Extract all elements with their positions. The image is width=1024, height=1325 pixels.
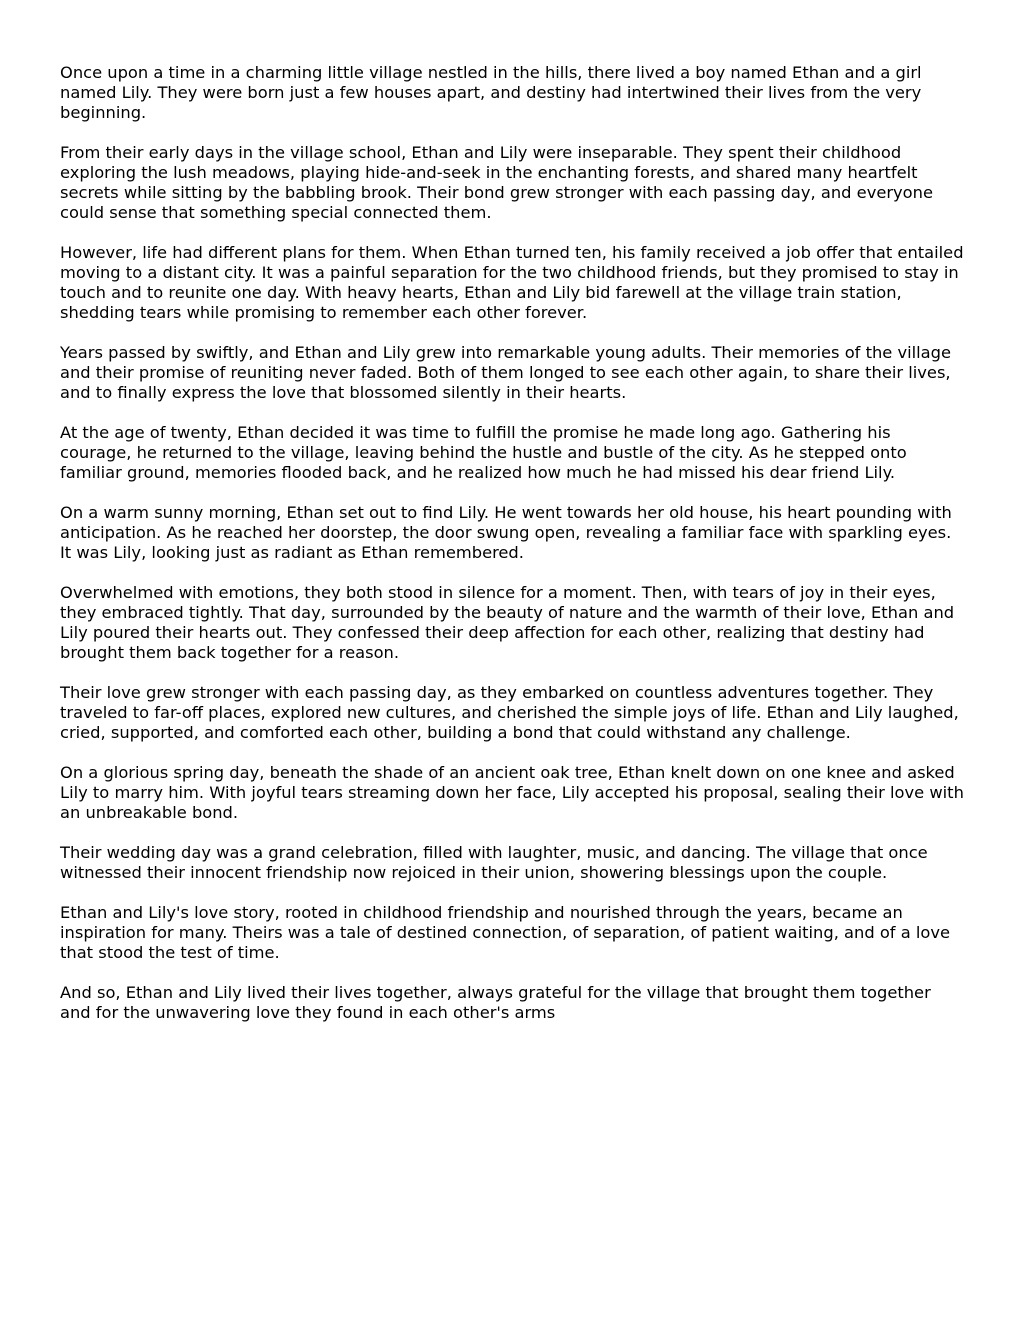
paragraph-1: Once upon a time in a charming little village nestled in the hills, there lived a boy named Ethan and a girl named Lily. They were born just a few houses apart, and destiny had intertwined their lives from the very beginning.: [60, 63, 922, 122]
paragraph-4: Years passed by swiftly, and Ethan and Lily grew into remarkable young adults. Their memories of the village and their promise of reuniting never faded. Both of them longed to see each other again, to share their lives, and to finally express the love that blossomed silently in their hearts.: [60, 343, 952, 402]
document-body: [60, 63, 964, 1023]
paragraph-12: And so, Ethan and Lily lived their lives together, always grateful for the village that brought them together and for the unwavering love they found in each other's arms: [60, 983, 931, 1022]
paragraph-9: On a glorious spring day, beneath the shade of an ancient oak tree, Ethan knelt down on one knee and asked Lily to marry him. With joyful tears streaming down her face, Lily accepted his proposal, sealing their love with an unbreakable bond.: [60, 763, 964, 822]
paragraph-6: On a warm sunny morning, Ethan set out to find Lily. He went towards her old house, his heart pounding with anticipation. As he reached her doorstep, the door swung open, revealing a familiar face with sparkling eyes. It was Lily, looking just as radiant as Ethan remembered.: [60, 503, 952, 562]
paragraph-10: Their wedding day was a grand celebration, filled with laughter, music, and dancing. The village that once witnessed their innocent friendship now rejoiced in their union, showering blessings upon the couple.: [60, 843, 928, 882]
paragraph-8: Their love grew stronger with each passing day, as they embarked on countless adventures together. They traveled to far-off places, explored new cultures, and cherished the simple joys of life. Ethan and Lily laughed, cried, supported, and comforted each other, building a bond that could withstand any challenge.: [60, 683, 959, 742]
paragraph-2: From their early days in the village school, Ethan and Lily were inseparable. They spent their childhood exploring the lush meadows, playing hide-and-seek in the enchanting forests, and shared many heartfelt secrets while sitting by the babbling brook. Their bond grew stronger with each passing day, and everyone could sense that something special connected them.: [60, 143, 933, 222]
paragraph-5: At the age of twenty, Ethan decided it was time to fulfill the promise he made long ago. Gathering his courage, he returned to the village, leaving behind the hustle and bustle of the city. As he stepped onto familiar ground, memories flooded back, and he realized how much he had missed his dear friend Lily.: [60, 423, 907, 482]
paragraph-11: Ethan and Lily's love story, rooted in childhood friendship and nourished through the years, became an inspiration for many. Theirs was a tale of destined connection, of separation, of patient waiting, and of a love that stood the test of time.: [60, 903, 951, 962]
paragraph-7: Overwhelmed with emotions, they both stood in silence for a moment. Then, with tears of joy in their eyes, they embraced tightly. That day, surrounded by the beauty of nature and the warmth of their love, Ethan and Lily poured their hearts out. They confessed their deep affection for each other, realizing that destiny had brought them back together for a reason.: [60, 583, 955, 662]
paragraph-3: However, life had different plans for them. When Ethan turned ten, his family received a job offer that entailed moving to a distant city. It was a painful separation for the two childhood friends, but they promised to stay in touch and to reunite one day. With heavy hearts, Ethan and Lily bid farewell at the village train station, shedding tears while promising to remember each other forever.: [60, 243, 964, 322]
